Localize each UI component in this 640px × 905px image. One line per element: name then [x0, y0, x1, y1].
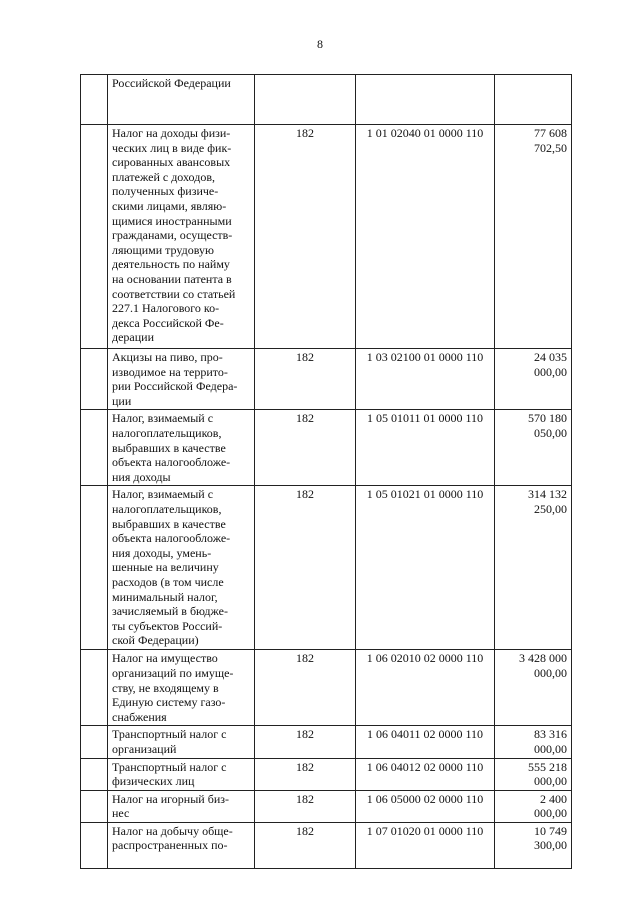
income-name-line: Налог на добычу обще- — [112, 823, 233, 838]
amount-line: 2 400 — [540, 791, 567, 806]
amount-line: 050,00 — [534, 425, 567, 440]
income-name-line: объекта налогообложе- — [112, 531, 231, 546]
income-name-line: Транспортный налог с — [112, 759, 227, 774]
income-name-line: выбравших в качестве — [112, 440, 226, 455]
row-index-cell — [81, 410, 108, 486]
row-index-cell — [81, 758, 108, 790]
admin-code-cell: 182 — [255, 410, 356, 486]
income-name-line: сированных авансовых — [112, 155, 231, 170]
table-row — [81, 125, 572, 349]
table-row — [81, 790, 572, 822]
amount-cell — [495, 822, 572, 868]
income-name-line: Акцизы на пиво, про- — [112, 350, 223, 364]
admin-code-cell: 182 — [255, 726, 356, 758]
amount-line: 24 035 — [534, 350, 567, 364]
admin-code-cell: 182 — [255, 125, 356, 349]
admin-code-cell: 182 — [255, 650, 356, 726]
income-name-line: Налог на имущество — [112, 651, 218, 666]
income-name-cell — [108, 822, 255, 868]
row-index-cell — [81, 650, 108, 726]
income-name-line: физических лиц — [112, 774, 195, 789]
row-index-cell — [81, 486, 108, 650]
table-row — [81, 75, 572, 125]
row-index-cell — [81, 790, 108, 822]
income-name-line: распространенных по- — [112, 838, 228, 853]
income-name-line: скими лицами, являю- — [112, 198, 227, 213]
income-name-line: организаций по имуще- — [112, 665, 234, 680]
table-row — [81, 650, 572, 726]
amount-cell — [495, 486, 572, 650]
table-row — [81, 410, 572, 486]
income-name-line: рии Российской Федера- — [112, 379, 238, 394]
income-name-cell — [108, 125, 255, 349]
amount-line: 300,00 — [534, 838, 567, 853]
income-name-cell — [108, 726, 255, 758]
amount-line: 250,00 — [534, 501, 567, 516]
budget-code-cell: 1 01 02040 01 0000 110 — [356, 125, 495, 349]
income-name-line: Налог на доходы физи- — [112, 126, 231, 140]
row-index-cell — [81, 125, 108, 349]
income-name-line: снабжения — [112, 709, 167, 724]
row-index-cell — [81, 349, 108, 410]
budget-code-cell: 1 06 04012 02 0000 110 — [356, 758, 495, 790]
budget-code-cell: 1 06 02010 02 0000 110 — [356, 650, 495, 726]
income-name-line: Налог, взимаемый с — [112, 411, 214, 426]
income-name-line: на основании патента в — [112, 271, 232, 286]
amount-line: 000,00 — [534, 806, 567, 821]
amount-cell — [495, 726, 572, 758]
amount-cell — [495, 790, 572, 822]
income-name-cell — [108, 486, 255, 650]
income-name-cell — [108, 758, 255, 790]
revenue-table — [80, 74, 572, 869]
income-name-cell — [108, 349, 255, 410]
table-row — [81, 758, 572, 790]
income-name-line: налогоплательщиков, — [112, 501, 222, 516]
amount-line: 702,50 — [534, 140, 567, 155]
income-name-line: ния доходы, умень- — [112, 545, 212, 560]
table-row — [81, 726, 572, 758]
income-name-line: деятельность по найму — [112, 257, 230, 272]
income-name-line: ской Федерации) — [112, 633, 199, 648]
income-name-line: изводимое на террито- — [112, 364, 228, 379]
amount-line: 000,00 — [534, 774, 567, 789]
amount-line: 83 316 — [534, 727, 567, 742]
row-index-cell — [81, 726, 108, 758]
table-row — [81, 822, 572, 868]
income-name-line: ции — [112, 393, 132, 408]
amount-cell — [495, 125, 572, 349]
income-name-line: объекта налогообложе- — [112, 455, 231, 470]
income-name-cell — [108, 75, 255, 125]
income-name-line: ческих лиц в виде фик- — [112, 140, 232, 155]
budget-code-cell: 1 05 01021 01 0000 110 — [356, 486, 495, 650]
income-name-line: минимальный налог, — [112, 589, 218, 604]
income-name-line: расходов (в том числе — [112, 574, 224, 589]
budget-code-cell — [356, 75, 495, 125]
income-name-line: щимися иностранными — [112, 213, 232, 228]
amount-line: 3 428 000 — [519, 651, 567, 666]
income-name-line: организаций — [112, 741, 177, 756]
amount-cell — [495, 75, 572, 125]
admin-code-cell: 182 — [255, 349, 356, 410]
income-name-line: Единую систему газо- — [112, 695, 226, 710]
page-number: 8 — [317, 37, 323, 51]
income-name-line: зачисляемый в бюдже- — [112, 604, 228, 619]
income-name-cell — [108, 410, 255, 486]
income-name-cell — [108, 790, 255, 822]
admin-code-cell: 182 — [255, 758, 356, 790]
amount-line: 000,00 — [534, 364, 567, 379]
income-name-line: дерации — [112, 330, 155, 345]
amount-line: 555 218 — [528, 759, 567, 774]
amount-cell — [495, 349, 572, 410]
budget-code-cell: 1 05 01011 01 0000 110 — [356, 410, 495, 486]
income-name-line: платежей с доходов, — [112, 169, 215, 184]
table-row — [81, 486, 572, 650]
revenue-table-body — [81, 75, 572, 869]
amount-line: 77 608 — [534, 126, 567, 140]
row-index-cell — [81, 822, 108, 868]
income-name-line: ству, не входящему в — [112, 680, 219, 695]
income-name-line: ляющими трудовую — [112, 242, 214, 257]
amount-cell — [495, 758, 572, 790]
income-name-line: налогоплательщиков, — [112, 425, 222, 440]
amount-line: 314 132 — [528, 487, 567, 502]
income-name-line: полученных физиче- — [112, 184, 219, 199]
amount-line: 10 749 — [534, 823, 567, 838]
amount-line: 570 180 — [528, 411, 567, 426]
income-name-cell — [108, 650, 255, 726]
budget-code-cell: 1 06 04011 02 0000 110 — [356, 726, 495, 758]
admin-code-cell: 182 — [255, 790, 356, 822]
income-name-line: гражданами, осуществ- — [112, 228, 233, 243]
income-name-line: выбравших в качестве — [112, 516, 226, 531]
income-name-line: ты субъектов Россий- — [112, 618, 223, 633]
income-name-line: декса Российской Фе- — [112, 315, 224, 330]
income-name-line: 227.1 Налогового ко- — [112, 301, 220, 316]
row-index-cell — [81, 75, 108, 125]
admin-code-cell: 182 — [255, 486, 356, 650]
table-row — [81, 349, 572, 410]
amount-cell — [495, 410, 572, 486]
admin-code-cell: 182 — [255, 822, 356, 868]
budget-code-cell: 1 07 01020 01 0000 110 — [356, 822, 495, 868]
income-name-line: шенные на величину — [112, 560, 219, 575]
budget-code-cell: 1 06 05000 02 0000 110 — [356, 790, 495, 822]
income-name-line: ния доходы — [112, 469, 171, 484]
budget-code-cell: 1 03 02100 01 0000 110 — [356, 349, 495, 410]
income-name-line: Российской Федерации — [112, 76, 231, 90]
income-name-line: соответствии со статьей — [112, 286, 236, 301]
income-name-line: Транспортный налог с — [112, 727, 227, 742]
amount-line: 000,00 — [534, 665, 567, 680]
income-name-line: нес — [112, 806, 130, 821]
amount-cell — [495, 650, 572, 726]
admin-code-cell — [255, 75, 356, 125]
income-name-line: Налог, взимаемый с — [112, 487, 214, 502]
amount-line: 000,00 — [534, 741, 567, 756]
income-name-line: Налог на игорный биз- — [112, 791, 229, 806]
